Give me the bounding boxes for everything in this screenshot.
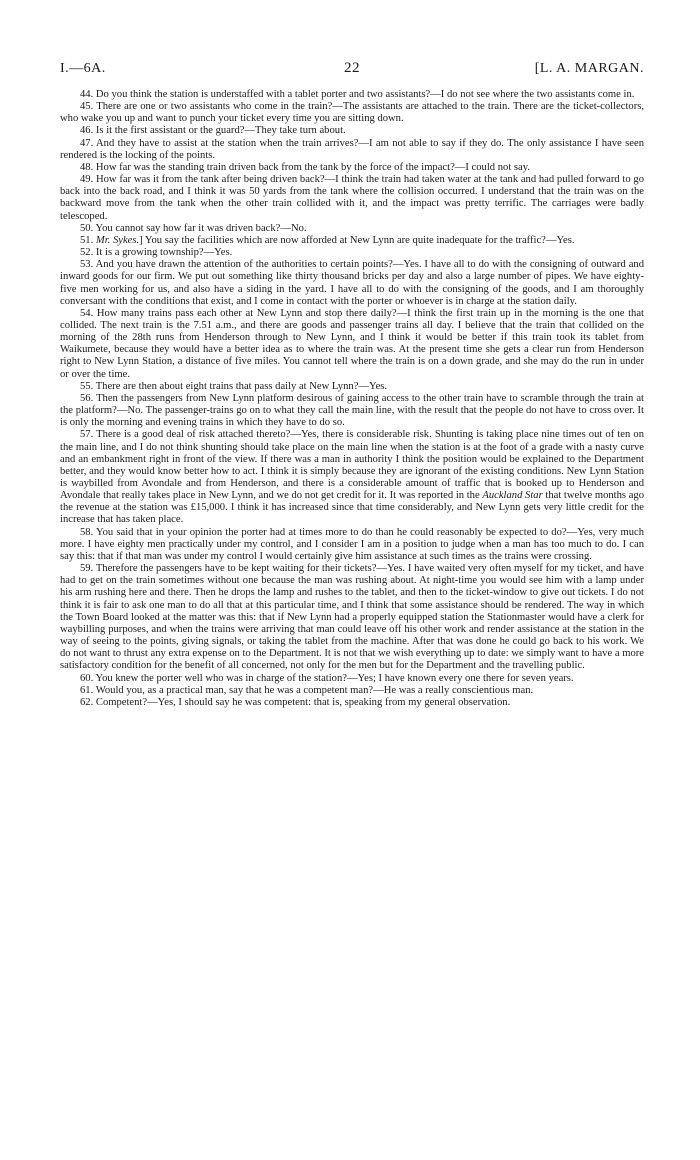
paragraph-50: 50. You cannot say how far it was driven back?—No. [80,222,307,234]
paragraph-53: 53. And you have drawn the attention of the authorities to certain points?—Yes. I have all to do with the consigning of outward and inward goods for our firm. We put out something like thirty thousand bricks per day and also a large number of pipes. We have eighty-five men working for us, and also have a siding in the yard. I have all to do with the consigning of the goods, and I am thoroughly conversant with the conditions that exist, and I come in contact with the porter or whoever is in charge at the station daily. [60,259,644,307]
paragraph-52: 52. It is a growing township?—Yes. [80,247,233,259]
paragraph-55: 55. There are then about eight trains that pass daily at New Lynn?—Yes. [80,380,388,392]
paragraph-44: 44. Do you think the station is understaffed with a tablet porter and two assistants?—I do not see where the two assistants come in. [80,89,635,100]
paragraph-47: 47. And they have to assist at the station when the train arrives?—I am not able to say if they do. The only assistance I have seen rendered is the locking of the points. [60,137,644,161]
paragraph-54: 54. How many trains pass each other at New Lynn and stop there daily?—I think the first train up in the morning is the one that collided. The next train is the 7.51 a.m., and there are goods and passenger trains all day. I believe that the train that collided on the morning of the 28th runs from Henderson through to New Lynn, and I think it would be better if this train took its tablet from Waikumete, because they would have a better idea as to where the train was. At the present time she gets a clear run from Henderson right to New Lynn Station, a distance of five miles. You cannot tell where the train is on a down grade, and she may do the run in under or over the time. [60,307,644,380]
paragraph-58: 58. You said that in your opinion the porter had at times more to do than he could reasonably be expected to do?—Yes, very much more. I have eighty men practically under my control, and I consider I am in a position to judge when a man has too much to do. I can say this: that if that man was under my control I would certainly give him assistance at such times as the trains were crossing. [60,526,644,562]
paragraph-57: 57. There is a good deal of risk attached thereto?—Yes, there is considerable risk. Shunting is taking place nine times out of ten on the main line, and I do not think shunting should take place on the main line when the station is at the foot of a grade with a nasty curve and an embankment right in front of the view. If there was a man in authority I think the position would be explained to the Department better, and they would know better how to act. I think it is simply because they are ignorant of the existing conditions. New Lynn Station is waybilled from Avondale and from Henderson, and there is a considerable amount of traffic that is booked up to Henderson and Avondale that really takes place in New Lynn, and we do not get credit for it. It was reported in the Auckland Star that twelve months ago the revenue at the station was £15,000. I think it has increased since that time considerably, and New Lynn gets very little credit for the increase that has taken place. [60,429,644,526]
paragraph-59: 59. Therefore the passengers have to be kept waiting for their tickets?—Yes. I have waited very often myself for my ticket, and have had to get on the train sometimes without one because the man was rushing about. At night-time you would see him with a lamp under his arm rushing here and there. Then he drops the lamp and rushes to the tablet, and then to the ticket-window to give out tickets. I do not think it is fair to ask one man to do all that at this particular time, and I think that some assistance should be rendered. The way in which the Town Board looked at the matter was this: that if New Lynn had a properly equipped station the Stationmaster would have a clerk for waybilling purposes, and when the trains were arriving that man could leave off his other work and render assistance at the station in the way of seeing to the points, giving signals, or taking the tablet from the machine. After that was done he could go back to his work. We do not want to thrust any extra expense on to the Department. It is not that we wish everything up to date: we simply want to have a more satisfactory condition for the benefit of all concerned, not only for the men but for the Department and the travelling public. [60,563,644,672]
paragraph-51: 51. Mr. Sykes.] You say the facilities which are now afforded at New Lynn are quite inadequate for the traffic?—Yes. [80,234,575,246]
italic-text: Auckland Star [482,490,543,502]
paragraph-45: 45. There are one or two assistants who come in the train?—The assistants are attached to the train. There are the ticket-collectors, who wake you up and want to punch your ticket every time you are sitting down. [60,101,644,125]
italic-text: Mr. Sykes. [95,234,140,246]
page-number: 22 [344,60,360,76]
paragraph-46: 46. Is it the first assistant or the guard?—They take turn about. [80,125,346,137]
paragraph-48: 48. How far was the standing train driven back from the tank by the force of the impact?—I could not say. [80,161,530,173]
document-reference: I.—6A. [60,61,106,76]
paragraph-62: 62. Competent?—Yes, I should say he was competent: that is, speaking from my general observation. [80,696,511,708]
page-header [60,60,644,77]
paragraph-61: 61. Would you, as a practical man, say that he was a competent man?—He was a really conscientious man. [80,684,534,696]
evidence-text [60,89,644,709]
paragraph-56: 56. Then the passengers from New Lynn platform desirous of gaining access to the other train have to scramble through the train at the platform?—No. The passenger-trains go on to what they call the main line, with the result that the people do not have to cross over. It is only the morning and evening trains in which they have to do so. [60,392,644,429]
witness-name: [L. A. MARGAN. [534,61,644,76]
paragraph-49: 49. How far was it from the tank after being driven back?—I think the train had taken water at the tank and had pulled forward to go back into the back road, and I think it was 50 yards from the tank where the collision occurred. I understand that the train was on the backward move from the tank when the other train collided with it, and the impact was pretty terrific. The carriages were badly telescoped. [60,174,644,222]
paragraph-60: 60. You knew the porter well who was in charge of the station?—Yes; I have known every one there for seven years. [80,672,574,684]
